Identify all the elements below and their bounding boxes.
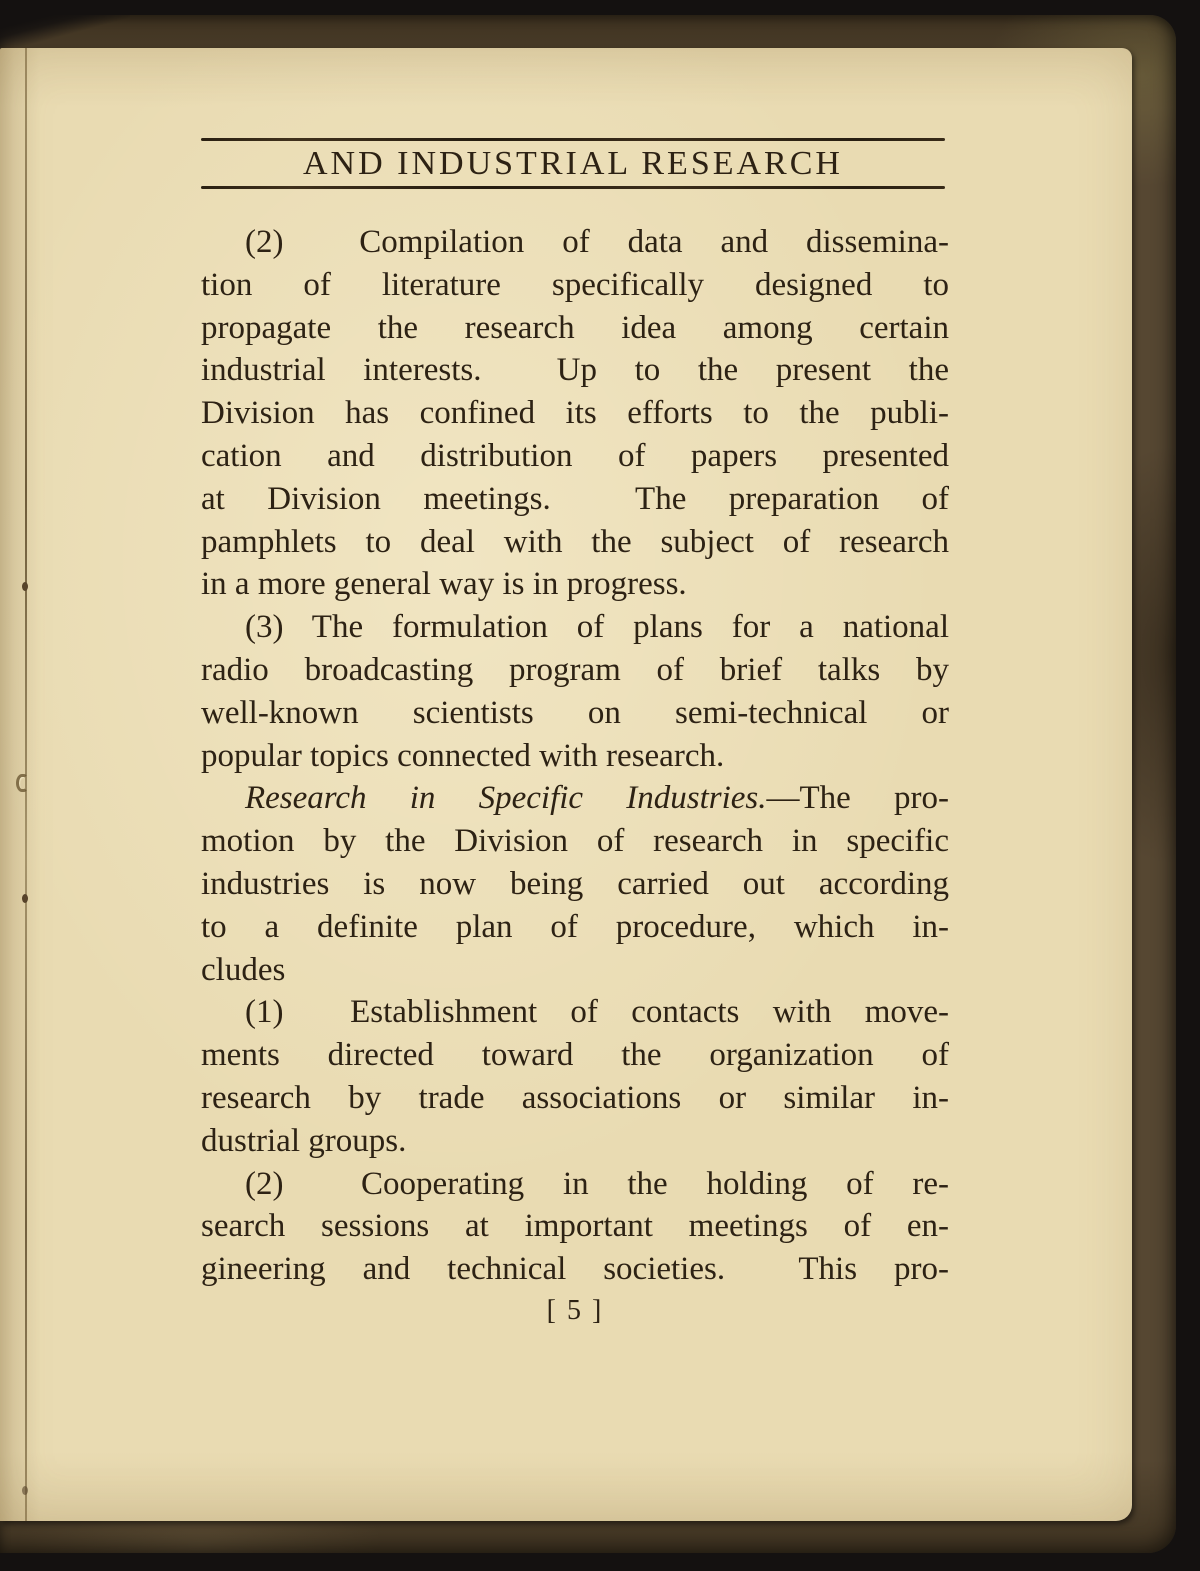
text-line: ments directed toward the organization of — [201, 1037, 949, 1074]
italic-heading: Research in Specific Industries. — [245, 780, 767, 817]
header-rule-bottom — [201, 186, 945, 189]
text-line: dustrial groups. — [201, 1122, 407, 1159]
page-title: AND INDUSTRIAL RESEARCH — [303, 145, 843, 182]
binding-stitch — [22, 582, 28, 591]
body-text — [201, 221, 949, 1291]
text-line: motion by the Division of research in specific — [201, 823, 949, 860]
text-line: popular topics connected with research. — [201, 737, 725, 774]
binding-thread-loop — [16, 774, 28, 792]
text-line: (1) Establishment of contacts with move- — [245, 994, 949, 1031]
text-line: industries is now being carried out according — [201, 865, 949, 902]
text-line: Division has confined its efforts to the publi- — [201, 395, 949, 432]
text-line-continuation: —The pro- — [766, 780, 949, 817]
text-line: tion of literature specifically designed to — [201, 266, 949, 303]
binding-stitch — [22, 894, 28, 903]
text-line: (2) Compilation of data and dissemina- — [245, 224, 949, 260]
text-line: pamphlets to deal with the subject of research — [201, 523, 949, 560]
text-line: gineering and technical societies. This pro- — [201, 1251, 949, 1288]
text-line: cation and distribution of papers presented — [201, 437, 949, 474]
text-line: research by trade associations or similar in- — [201, 1079, 949, 1116]
text-line: in a more general way is in progress. — [201, 566, 687, 603]
text-line: propagate the research idea among certain — [201, 309, 949, 346]
text-line: to a definite plan of procedure, which in- — [201, 908, 949, 945]
text-line: at Division meetings. The preparation of — [201, 480, 949, 517]
text-line: (3) The formulation of plans for a national — [245, 609, 949, 646]
text-line: industrial interests. Up to the present the — [201, 352, 949, 389]
text-line: cludes — [201, 951, 286, 988]
binding-stitch — [22, 1486, 28, 1495]
text-line — [201, 777, 949, 820]
running-header — [201, 138, 945, 189]
text-line: search sessions at important meetings of en- — [201, 1208, 949, 1245]
text-line: (2) Cooperating in the holding of re- — [245, 1165, 949, 1202]
page-number: [ 5 ] — [546, 1295, 604, 1326]
text-line: radio broadcasting program of brief talks by — [201, 651, 949, 688]
text-line: well-known scientists on semi-technical or — [201, 694, 949, 731]
